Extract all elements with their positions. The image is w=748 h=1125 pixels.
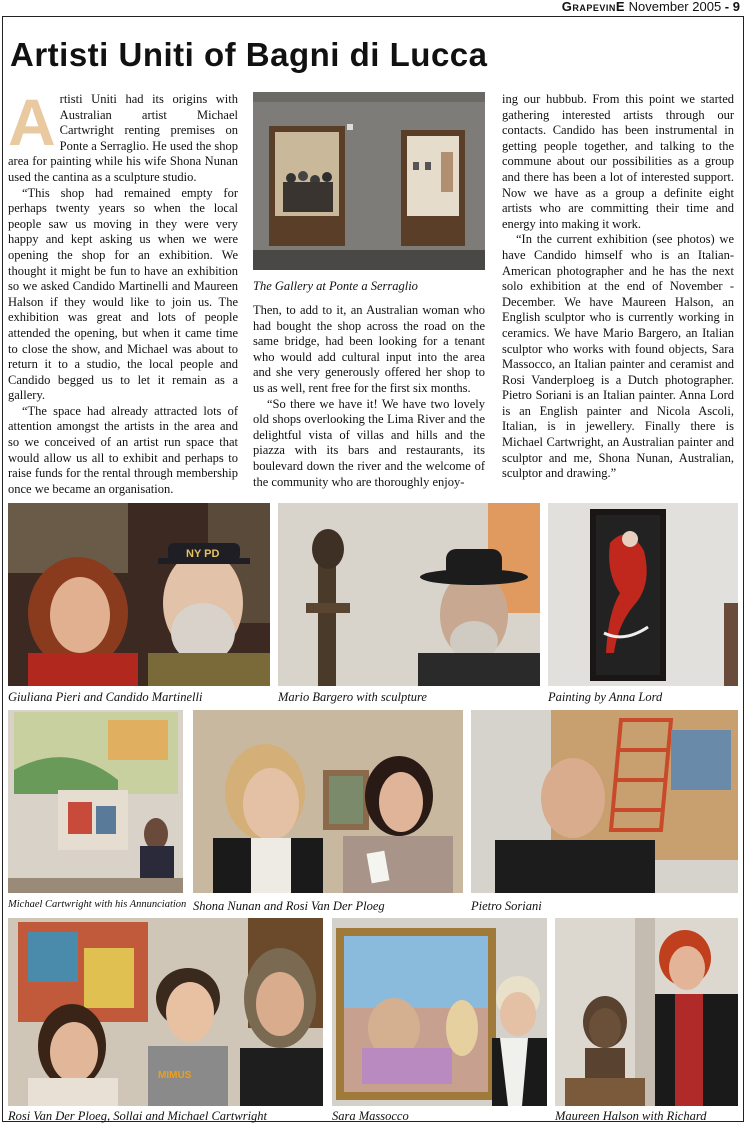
- drop-cap: A: [8, 85, 56, 159]
- paragraph: “So there we have it! We have two lovely old shops overlooking the Lima River and the delightful vista of villas and hills and the piazza with its bars and restaurants, its boulevard down the river and the welcome of the community who are thoroughly enjoy-: [253, 396, 485, 489]
- photo-caption: Sara Massocco: [332, 1109, 409, 1123]
- photo-caption: Rosi Van Der Ploeg, Sollai and Michael Cartwright: [8, 1109, 268, 1123]
- article-column-3: [502, 92, 734, 482]
- photo-giuliana-candido: [8, 503, 270, 686]
- page-header: [0, 0, 748, 14]
- paragraph: ing our hubbub. From this point we started gathering interested artists through our contacts. Candido has been instrumental in getting people together, and talking to the commune about our possibilities as a group and there has been a lot of interested support. Now we have as a group a definite eight artists who are committing their time and energy into making it work.: [502, 92, 734, 231]
- paragraph: “This shop had remained empty for perhaps twenty years so when the local people saw us moving in they were very happy and kept asking us when we were opening the shop for an exhibition. We thought it might be fun to have an exhibition so we asked Candido Martinelli and Maureen Halson if they would like to join us. The exhibition was great and lots of people attended the opening, but when it came time to close the show, and Michael was about to return it to a studio, the local people and Candido begged us to let it remain as a gallery.: [8, 185, 238, 403]
- gallery-caption: The Gallery at Ponte a Serraglio: [253, 279, 418, 293]
- article-title: Artisti Uniti of Bagni di Lucca: [10, 36, 488, 73]
- paragraph: “In the current exhibition (see photos) we have Candido himself who is an Italian-American photographer and he has the next solo exhibition at the end of November - December. We have Maureen Halson, an English sculptor who is currently working in ceramics. We have Mario Bargero, an Italian sculptor who works with found objects, Sara Massocco, an Italian painter and ceramist and Rosi Vanderploeg is a Dutch photographer. Pietro Soriani is an Italian painter. Anna Lord is an English painter and Nicola Ascoli, Italian, is in jewellery. Finally there is Michael Cartwright, an Australian painter and sculptor and me, Shona Nunan, Australian, sculptor and drawing.”: [502, 232, 734, 481]
- issue-date: November 2005: [628, 0, 722, 14]
- photo-shona-rosi: [193, 710, 463, 893]
- photo-maureen-halson: [555, 918, 738, 1106]
- photo-caption: Maureen Halson with Richard: [555, 1109, 707, 1123]
- photo-rosi-sollai-michael: [8, 918, 323, 1106]
- paragraph: rtisti Uniti had its origins with Australian artist Michael Cartwright renting premises on Ponte a Serraglio. He used the shop area for painting while his wife Shona Nunan used the cantina as a sculpture studio.: [8, 92, 238, 184]
- cap-text: NY PD: [186, 548, 220, 560]
- photo-caption: Painting by Anna Lord: [548, 690, 663, 704]
- paragraph: “The space had already attracted lots of attention amongst the artists in the area and so we conceived of an artist run space that would allow us all to exhibit and perhaps to raise funds for the rental through membership once we became an organisation.: [8, 403, 238, 496]
- photo-pietro-soriani: [471, 710, 738, 893]
- running-header: [562, 0, 740, 14]
- photo-caption: Shona Nunan and Rosi Van Der Ploeg: [193, 899, 385, 913]
- article-column-1: [8, 85, 238, 497]
- page-number: 9: [732, 0, 740, 14]
- photo-caption: Pietro Soriani: [471, 899, 542, 913]
- shirt-text: MIMUS: [158, 1070, 192, 1081]
- photo-caption: Mario Bargero with sculpture: [278, 690, 427, 704]
- photo-caption: Giuliana Pieri and Candido Martinelli: [8, 690, 203, 704]
- photo-caption: Michael Cartwright with his Annunciation: [8, 899, 187, 910]
- gallery-photo: [253, 92, 485, 270]
- header-separator: -: [724, 0, 730, 14]
- photo-mario-bargero: [278, 503, 540, 686]
- photo-anna-lord-painting: [548, 503, 738, 686]
- paragraph: Then, to add to it, an Australian woman who had bought the shop across the road on the same bridge, had been looking for a tenant who would add cultural input into the area and she very generously offered her shop to us as well, rent free for the first six months.: [253, 303, 485, 395]
- article-column-2: [253, 303, 485, 490]
- photo-michael-annunciation: [8, 710, 183, 893]
- photo-sara-massocco: [332, 918, 547, 1106]
- publication-name: GrapevinE: [561, 0, 626, 14]
